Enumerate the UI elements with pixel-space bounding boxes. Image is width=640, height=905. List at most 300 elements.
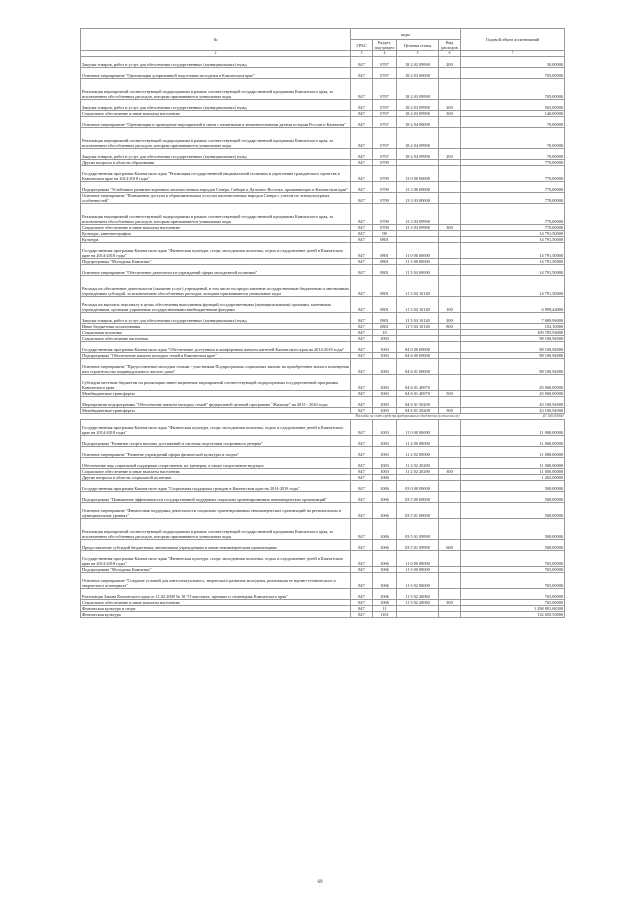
target-article-cell: 11 0 00 00000 [397,551,439,567]
table-row [81,117,565,128]
grbs-cell: 847 [351,359,373,375]
amount-cell: 14 791,50000 [461,265,565,276]
table-row [81,79,565,100]
grbs-cell: 847 [351,237,373,243]
target-article-cell: 03 5 00 00000 [397,492,439,503]
section-cell: 1003 [373,391,397,397]
table-row [81,128,565,149]
section-cell: 0709 [373,225,397,231]
table-row [81,57,565,68]
amount-cell: 88 100,94000 [461,342,565,353]
table-row [81,397,565,408]
amount-cell: 11 000,00000 [461,436,565,447]
target-article-cell: 11 2 00 00000 [397,436,439,447]
amount-cell: 45 000,00000 [461,375,565,391]
section-cell: 0709 [373,193,397,204]
amount-cell: 770,00000 [461,182,565,193]
amount-cell: 1 298 801,68300 [461,606,565,612]
amount-cell: 43 100,94000 [461,414,565,420]
target-article-cell: 11 0 00 00000 [397,243,439,259]
name-cell: Закупка товаров, работ и услуг для обеспечения государственных (муниципальных) нужд [81,100,351,111]
amount-cell: 43 100,94000 [461,397,565,408]
table-row [81,297,565,313]
name-cell: Расходы на обеспечение деятельности (оказание услуг) учреждений, в том числе на предоставление государственным бюджетным и автономным учреждениям субсидий, за исключением обособленных расходов, которым присваиваются уникальные коды [81,276,351,297]
name-cell: Социальное обеспечение и иные выплаты населению [81,225,351,231]
target-article-cell: 18 2 03 09990 [397,111,439,117]
table-body [81,57,565,618]
amount-cell: 705,00000 [461,68,565,79]
grbs-cell: 847 [351,342,373,353]
name-cell: Подпрограмма "Устойчивое развитие коренных малочисленных народов Севера, Сибири и Дальнего Востока, проживающих в Камчатском крае" [81,182,351,193]
header-target: Целевая статья [397,40,439,51]
amount-cell: 14 791,50000 [461,243,565,259]
amount-cell: 500,00000 [461,540,565,551]
name-cell: Субсидии местным бюджетам на реализацию инвестиционных мероприятий соответствующей подпрограммы государственной программы Камчатского края [81,375,351,391]
target-article-cell: 04 6 01 50200 [397,408,439,414]
section-cell: 0801 [373,259,397,265]
expense-type-cell: 300 [439,469,461,475]
grbs-cell: 847 [351,436,373,447]
amount-cell: 140,00000 [461,111,565,117]
table-row [81,481,565,492]
expense-type-cell: 300 [439,600,461,606]
grbs-cell: 847 [351,492,373,503]
name-cell: Предоставление субсидий бюджетным, автономным учреждениям и иным некоммерческим организациям [81,540,351,551]
name-cell: Основное мероприятие "Создание условий для интеллектуального, творческого развития молодежи, реализация ее научно-технического и творческого потенциала" [81,573,351,589]
expense-type-cell [439,182,461,193]
table-row [81,193,565,204]
section-cell: 1006 [373,492,397,503]
name-cell: Закупка товаров, работ и услуг для обеспечения государственных (муниципальных) нужд [81,149,351,160]
name-cell: Межбюджетные трансферты [81,391,351,397]
grbs-cell: 847 [351,265,373,276]
table-row [81,68,565,79]
grbs-cell: 847 [351,111,373,117]
expense-type-cell [439,117,461,128]
name-cell: Реализация мероприятий соответствующей подпрограммы в рамках соответствующей государственной программы Камчатского края, за исключением обособленных расходов, которым присваиваются уникальные коды [81,79,351,100]
table-row [81,573,565,589]
grbs-cell: 847 [351,391,373,397]
name-cell: Мероприятия подпрограммы "Обеспечение жильем молодых семей" федеральной целевой программы "Жилище" на 2015 - 2020 годы [81,397,351,408]
target-article-cell: 03 0 00 00000 [397,481,439,492]
section-cell: 1006 [373,567,397,573]
name-cell: Основное мероприятие "Организация и проведение мероприятий в связи с памятными и знаменательными датами истории России и Камчатки" [81,117,351,128]
expense-type-cell [439,243,461,259]
grbs-cell: 847 [351,276,373,297]
amount-cell: 770,00000 [461,225,565,231]
expense-type-cell [439,458,461,469]
target-article-cell: 13 3 03 09990 [397,204,439,225]
amount-cell: 43 100,94000 [461,408,565,414]
amount-cell: 500,00000 [461,519,565,540]
amount-cell: 500,00000 [461,503,565,519]
section-cell: 0707 [373,68,397,79]
amount-cell: 14 791,50000 [461,259,565,265]
table-row [81,492,565,503]
grbs-cell: 847 [351,503,373,519]
header-razdel: Раздел, под-раздел [373,40,397,51]
name-cell: Иные бюджетные ассигнования [81,324,351,330]
grbs-cell: 847 [351,408,373,414]
expense-type-cell [439,492,461,503]
header-amount: Годовой объем ассигнований [461,29,565,51]
table-row [81,359,565,375]
grbs-cell: 847 [351,375,373,391]
grbs-cell: 847 [351,458,373,469]
section-cell: 0709 [373,166,397,182]
budget-table [80,28,565,618]
name-cell: Другие вопросы в области образования [81,160,351,166]
table-row [81,458,565,469]
grbs-cell: 847 [351,397,373,408]
section-cell: 0709 [373,182,397,193]
name-cell: Основное мероприятие "Предоставление молодым семьям - участникам Подпрограммы социальных выплат на приобретение жилого помещения или строительство индивидуального жилого дома" [81,359,351,375]
target-article-cell: 11 5 04 00000 [397,265,439,276]
name-cell: Подпрограмма "Молодежь Камчатки" [81,567,351,573]
name-cell: Межбюджетные трансферты [81,408,351,414]
expense-type-cell: 200 [439,149,461,160]
expense-type-cell: 200 [439,313,461,324]
grbs-cell: 847 [351,420,373,436]
name-cell: Основное мероприятие "Развитие учреждений сферы физической культуры и спорта" [81,447,351,458]
section-cell: 0801 [373,243,397,259]
header-num: № [81,29,351,51]
expense-type-cell: 500 [439,408,461,414]
header-index-3: 4 [373,51,397,57]
name-cell: Основное мероприятие "Финансовая поддержка деятельности социально ориентированных некоммерческих организаций на региональном и муниципальном уровнях" [81,503,351,519]
expense-type-cell [439,79,461,100]
target-article-cell: 04 6 01 40970 [397,391,439,397]
target-article-cell: 13 0 00 00000 [397,166,439,182]
section-cell: 1006 [373,519,397,540]
section-cell: 1006 [373,600,397,606]
grbs-cell: 847 [351,573,373,589]
table-row [81,551,565,567]
expense-type-cell: 600 [439,540,461,551]
grbs-cell: 847 [351,79,373,100]
section-cell: 0801 [373,324,397,330]
expense-type-cell [439,519,461,540]
expense-type-cell [439,342,461,353]
name-cell: Основное мероприятие "Повышение доступа к образовательным услугам малочисленных народов Севера с учетом их этнокультурных особенностей" [81,193,351,204]
amount-cell: 102,10000 [461,324,565,330]
target-article-cell: 11 5 00 00000 [397,567,439,573]
amount-cell: 88 100,94000 [461,353,565,359]
amount-cell: 70,00000 [461,149,565,160]
section-cell: 0709 [373,160,397,166]
expense-type-cell [439,265,461,276]
name-cell: Государственная программа Камчатского края "Реализация государственной национальной политики и укрепление гражданского единства в Камчатском крае на 2014-2018 годы" [81,166,351,182]
amount-cell: 109 785,94000 [461,330,565,336]
target-article-cell: 18 2 03 09990 [397,100,439,111]
target-article-cell: 18 2 04 00000 [397,117,439,128]
amount-cell: 765,00000 [461,600,565,606]
name-cell: Государственная программа Камчатского края "Социальная поддержка граждан в Камчатском крае на 2014-2018 годы" [81,481,351,492]
name-cell: Государственная программа Камчатского края "Физическая культура, спорт, молодежная политика, отдых и оздоровление детей в Камчатском крае на 2014-2018 годы" [81,551,351,567]
table-row [81,447,565,458]
expense-type-cell [439,436,461,447]
target-article-cell: 11 5 02 20060 [397,589,439,600]
expense-type-cell [439,68,461,79]
expense-type-cell [439,420,461,436]
grbs-cell: 847 [351,540,373,551]
target-article-cell: 13 3 00 00000 [397,182,439,193]
target-article-cell: 11 0 00 00000 [397,420,439,436]
table-row [81,243,565,259]
page-number: 69 [317,880,323,885]
table-row [81,100,565,111]
target-article-cell: 18 2 04 09990 [397,128,439,149]
grbs-cell: 847 [351,128,373,149]
table-row [81,589,565,600]
section-cell: 0707 [373,128,397,149]
grbs-cell: 847 [351,324,373,330]
amount-cell: 765,00000 [461,551,565,567]
header-index-6: 7 [461,51,565,57]
expense-type-cell [439,375,461,391]
table-row [81,503,565,519]
name-cell: Основное мероприятие "Обеспечение деятельности учреждений сферы молодежной политики" [81,265,351,276]
header-codes: коды [351,29,461,40]
name-cell: Реализация мероприятий соответствующей подпрограммы в рамках соответствующей государственной программы Камчатского края, за исключением обособленных расходов, которым присваиваются уникальные коды [81,204,351,225]
name-cell: Расходы на выплаты персоналу в целях обеспечения выполнения функций государственными (муниципальными) органами, казенными учреждениями, органами управления государственными внебюджетными фондами [81,297,351,313]
expense-type-cell [439,166,461,182]
expense-type-cell [439,128,461,149]
expense-type-cell [439,481,461,492]
amount-cell: 705,00000 [461,79,565,100]
grbs-cell: 847 [351,612,373,618]
grbs-cell: 847 [351,589,373,600]
expense-type-cell [439,573,461,589]
grbs-cell: 847 [351,313,373,324]
amount-cell: 45 000,00000 [461,391,565,397]
expense-type-cell [439,589,461,600]
grbs-cell: 847 [351,330,373,336]
name-cell: Социальная политика [81,330,351,336]
grbs-cell: 847 [351,606,373,612]
expense-type-cell [439,551,461,567]
note-cell: Расходы за счет средств федерального бюджета (в том числе) [81,414,461,420]
target-article-cell: 13 3 03 09990 [397,225,439,231]
expense-type-cell [439,359,461,375]
expense-type-cell [439,204,461,225]
name-cell: Социальное обеспечение и иные выплаты населению [81,111,351,117]
section-cell: 0801 [373,313,397,324]
amount-cell: 1 265,00000 [461,475,565,481]
grbs-cell: 847 [351,166,373,182]
table-row [81,540,565,551]
grbs-cell: 847 [351,600,373,606]
name-cell: Физическая культура и спорт [81,606,351,612]
expense-type-cell [439,447,461,458]
amount-cell: 11 000,00000 [461,447,565,458]
name-cell: Государственная программа Камчатского края "Физическая культура, спорт, молодежная политика, отдых и оздоровление детей в Камчатском крае на 2014-2018 годы" [81,243,351,259]
name-cell: Культура, кинематография [81,231,351,237]
name-cell: Физическая культура [81,612,351,618]
grbs-cell: 847 [351,182,373,193]
name-cell: Закупка товаров, работ и услуг для обеспечения государственных (муниципальных) нужд [81,57,351,68]
expense-type-cell: 100 [439,297,461,313]
grbs-cell: 847 [351,231,373,237]
table-row [81,313,565,324]
target-article-cell: 13 3 03 00000 [397,193,439,204]
header-grbs: ГРБС [351,40,373,51]
section-cell: 1006 [373,589,397,600]
grbs-cell: 847 [351,225,373,231]
expense-type-cell [439,612,461,618]
target-article-cell: 18 2 03 09990 [397,79,439,100]
section-cell: 0707 [373,149,397,160]
amount-cell: 765,00000 [461,589,565,600]
target-article-cell: 11 5 04 10140 [397,297,439,313]
amount-cell: 132 650,50000 [461,612,565,618]
section-cell: 0707 [373,111,397,117]
target-article-cell: 18 2 02 09990 [397,57,439,68]
expense-type-cell: 200 [439,57,461,68]
target-article-cell [397,612,439,618]
target-article-cell: 03 5 01 09990 [397,540,439,551]
target-article-cell: 04 6 01 00000 [397,359,439,375]
table-row [81,149,565,160]
section-cell: 0707 [373,57,397,68]
grbs-cell: 847 [351,567,373,573]
name-cell: Реализация Закона Камчатского края от 11.02.2008 № 18 "О выплатах, премиях и стипендиях Камчатского края" [81,589,351,600]
section-cell: 1006 [373,475,397,481]
expense-type-cell [439,397,461,408]
grbs-cell: 847 [351,149,373,160]
amount-cell: 765,00000 [461,573,565,589]
target-article-cell: 11 5 04 10140 [397,276,439,297]
table-row [81,519,565,540]
target-article-cell: 11 2 02 20290 [397,469,439,475]
grbs-cell: 847 [351,481,373,492]
grbs-cell: 847 [351,353,373,359]
section-cell: 08 [373,231,397,237]
grbs-cell: 847 [351,57,373,68]
grbs-cell: 847 [351,297,373,313]
section-cell: 1006 [373,540,397,551]
section-cell: 0801 [373,297,397,313]
amount-cell: 14 791,50000 [461,237,565,243]
table-row [81,436,565,447]
section-cell: 1003 [373,436,397,447]
name-cell: Основное мероприятие "Организация допризывной подготовки молодежи в Камчатском крае" [81,68,351,79]
amount-cell: 50,00000 [461,57,565,68]
grbs-cell: 847 [351,336,373,342]
amount-cell: 770,00000 [461,193,565,204]
expense-type-cell [439,276,461,297]
table-row [81,420,565,436]
target-article-cell: 11 2 02 00000 [397,447,439,458]
amount-cell: 14 791,50000 [461,276,565,297]
target-article-cell: 11 5 04 10140 [397,324,439,330]
table-row [81,265,565,276]
table-row [81,166,565,182]
expense-type-cell: 300 [439,225,461,231]
section-cell: 1003 [373,359,397,375]
table-row [81,612,565,618]
table-row [81,375,565,391]
amount-cell: 770,00000 [461,166,565,182]
section-cell: 1003 [373,447,397,458]
amount-cell: 11 000,00000 [461,420,565,436]
name-cell: Другие вопросы в области социальной политики [81,475,351,481]
target-article-cell: 11 5 04 10140 [397,313,439,324]
name-cell: Подпрограмма "Повышение эффективности государственной поддержки социально ориентированных некоммерческих организаций" [81,492,351,503]
amount-cell: 11 000,00000 [461,469,565,475]
section-cell: 1101 [373,612,397,618]
section-cell: 1006 [373,481,397,492]
section-cell: 0801 [373,265,397,276]
section-cell: 1003 [373,397,397,408]
name-cell: Подпрограмма "Развитие спорта высших достижений и системы подготовки спортивного резерва" [81,436,351,447]
name-cell: Государственная программа Камчатского края "Обеспечение доступным и комфортным жильем жителей Камчатского края на 2014-2018 годы" [81,342,351,353]
grbs-cell: 847 [351,117,373,128]
amount-cell: 565,00000 [461,100,565,111]
name-cell: Обеспечение мер социальной поддержки спортсменов, их тренеров, а также спортсменов-ведущих [81,458,351,469]
name-cell: Реализация мероприятий соответствующей подпрограммы в рамках соответствующей государственной программы Камчатского края, за исключением обособленных расходов, которым присваиваются уникальные коды [81,128,351,149]
target-article-cell: 04 6 01 40970 [397,375,439,391]
section-cell: 1006 [373,573,397,589]
section-cell: 0707 [373,100,397,111]
section-cell: 0801 [373,276,397,297]
grbs-cell: 847 [351,475,373,481]
name-cell: Подпрограмма "Обеспечение жильем молодых семей в Камчатском крае" [81,353,351,359]
grbs-cell: 847 [351,551,373,567]
grbs-cell: 847 [351,193,373,204]
table-row [81,276,565,297]
section-cell: 1003 [373,458,397,469]
section-cell: 0709 [373,204,397,225]
section-cell: 1003 [373,353,397,359]
grbs-cell: 847 [351,259,373,265]
section-cell: 1003 [373,342,397,353]
expense-type-cell: 800 [439,324,461,330]
target-article-cell: 11 2 02 20290 [397,458,439,469]
section-cell: 1003 [373,420,397,436]
section-cell: 1003 [373,469,397,475]
target-article-cell: 11 5 00 00000 [397,259,439,265]
expense-type-cell [439,503,461,519]
grbs-cell: 847 [351,160,373,166]
amount-cell: 770,00000 [461,204,565,225]
target-article-cell: 11 5 02 00000 [397,573,439,589]
amount-cell: 500,00000 [461,492,565,503]
amount-cell: 11 000,00000 [461,458,565,469]
budget-sheet [80,28,564,618]
header-index-5: 6 [439,51,461,57]
target-article-cell: 03 5 01 00000 [397,503,439,519]
amount-cell: 500,00000 [461,481,565,492]
grbs-cell: 847 [351,447,373,458]
header-vid: Вид расходов [439,40,461,51]
amount-cell: 98 100,94000 [461,336,565,342]
target-article-cell: 04 0 00 00000 [397,342,439,353]
table-row [81,182,565,193]
grbs-cell: 847 [351,204,373,225]
target-article-cell: 03 5 01 09990 [397,519,439,540]
amount-cell: 70,00000 [461,117,565,128]
table-row [81,204,565,225]
grbs-cell: 847 [351,519,373,540]
section-cell: 0707 [373,79,397,100]
grbs-cell: 847 [351,243,373,259]
name-cell: Закупка товаров, работ и услуг для обеспечения государственных (муниципальных) нужд [81,313,351,324]
grbs-cell: 847 [351,68,373,79]
grbs-cell: 847 [351,100,373,111]
amount-cell: 765,00000 [461,567,565,573]
grbs-cell: 847 [351,469,373,475]
